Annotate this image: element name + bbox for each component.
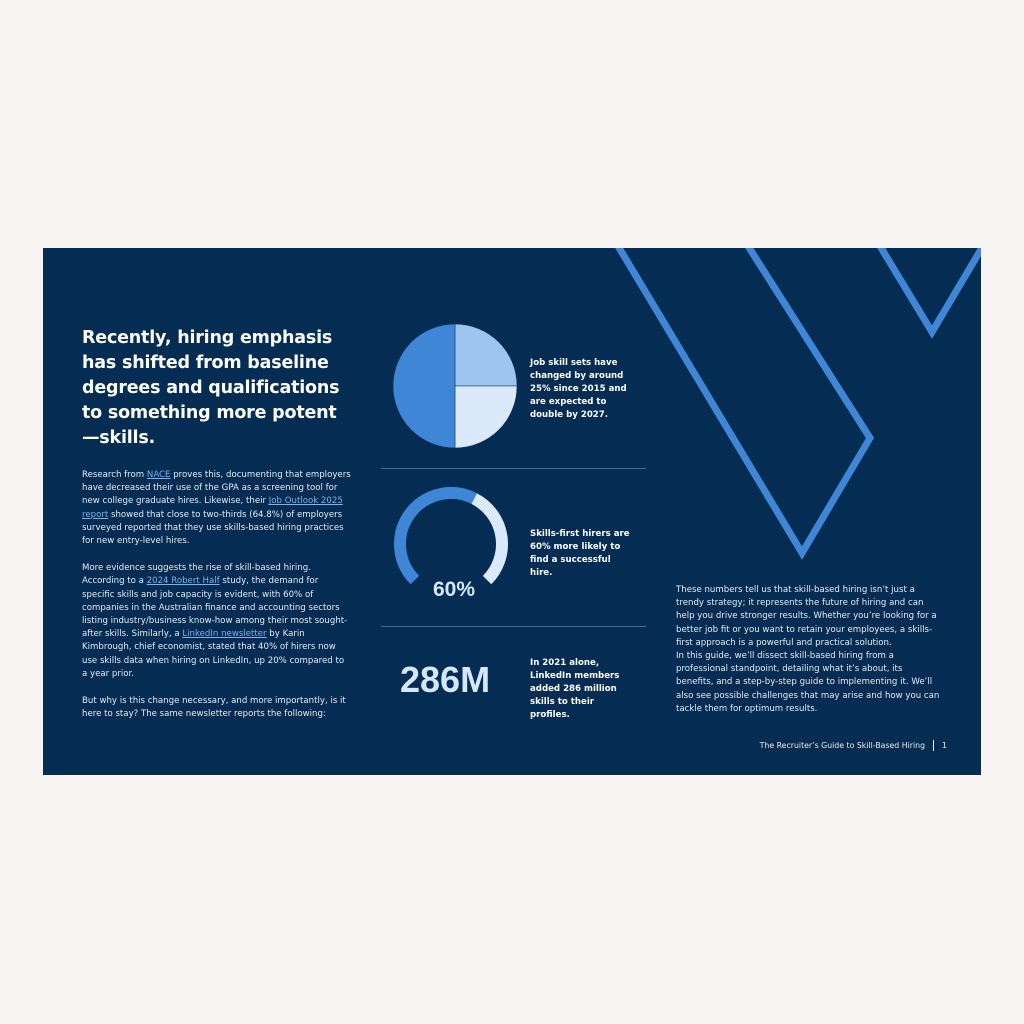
right-column <box>676 584 941 716</box>
gauge-fill <box>400 493 474 580</box>
divider-2 <box>381 626 646 627</box>
headline: Recently, hiring emphasis has shifted from baseline degrees and qualifications to something more potent—skills. <box>82 328 340 448</box>
pie-slice-light-blue <box>455 324 517 386</box>
paragraph-evidence: More evidence suggests the rise of skill-based hiring. According to a 2024 Robert Half study, the demand for specific skills and job capacity is evident, with 60% of companies in the Australian finance and accounting sectors listing industry/business know-how among their most sought-after skills. Similarly, a LinkedIn newsletter by Karin Kimbrough, chief economist, stated that 40% of hirers now use skills data when hiring on LinkedIn, up 20% compared to a year prior. <box>82 563 348 679</box>
gauge-track <box>474 499 502 581</box>
footer-separator <box>933 740 934 751</box>
robert-half-link[interactable]: 2024 Robert Half <box>146 576 220 587</box>
gauge-value: 60% <box>432 578 476 601</box>
pie-slice-main <box>393 324 455 448</box>
members-stat-text: In 2021 alone, LinkedIn members added 286 million skills to their profiles. <box>530 658 620 720</box>
divider-1 <box>381 468 646 469</box>
pie-slice-pale <box>455 386 517 448</box>
nace-link[interactable]: NACE <box>146 470 171 480</box>
page-number: 1 <box>942 741 947 750</box>
paragraph-guide: In this guide, we’ll dissect skill-based hiring from a professional standpoint, detailing what it’s about, its benefits, and a step-by-step guide to implementing it. We’ll also see possible challenges that may arise and how you can tackle them for optimum results. <box>676 651 940 714</box>
page-footer <box>760 740 947 751</box>
footer-title: The Recruiter’s Guide to Skill-Based Hiring <box>759 741 926 750</box>
skills-added-value: 286M <box>400 659 491 700</box>
pie-stat-text: Job skill sets have changed by around 25% since 2015 and are expected to double by 2027. <box>530 358 627 420</box>
left-column <box>82 326 352 735</box>
gauge-stat-text: Skills-first hirers are 60% more likely to find a successful hire. <box>530 529 630 578</box>
skill-change-pie-chart <box>390 321 520 451</box>
job-outlook-report-link[interactable]: Job Outlook 2025 report <box>82 496 343 520</box>
paragraph-question: But why is this change necessary, and more importantly, is it here to stay? The same newsletter reports the following: <box>82 696 346 720</box>
paragraph-nace: Research from NACE proves this, documenting that employers have decreased their use of the GPA as a screening tool for new college graduate hires. Likewise, their Job Outlook 2025 report showed that close to two-thirds (64.8%) of employers surveyed reported that they use skills-based hiring practices for new entry-level hires. <box>82 470 351 547</box>
paragraph-future: These numbers tell us that skill-based hiring isn’t just a trendy strategy; it represents the future of hiring and can help you drive stronger results. Whether you’re looking for a better job fit or you want to retain your employees, a skills-first approach is a powerful and practical solution. <box>676 585 937 648</box>
linkedin-newsletter-link[interactable]: LinkedIn newsletter <box>182 629 267 640</box>
content-panel <box>43 248 981 775</box>
